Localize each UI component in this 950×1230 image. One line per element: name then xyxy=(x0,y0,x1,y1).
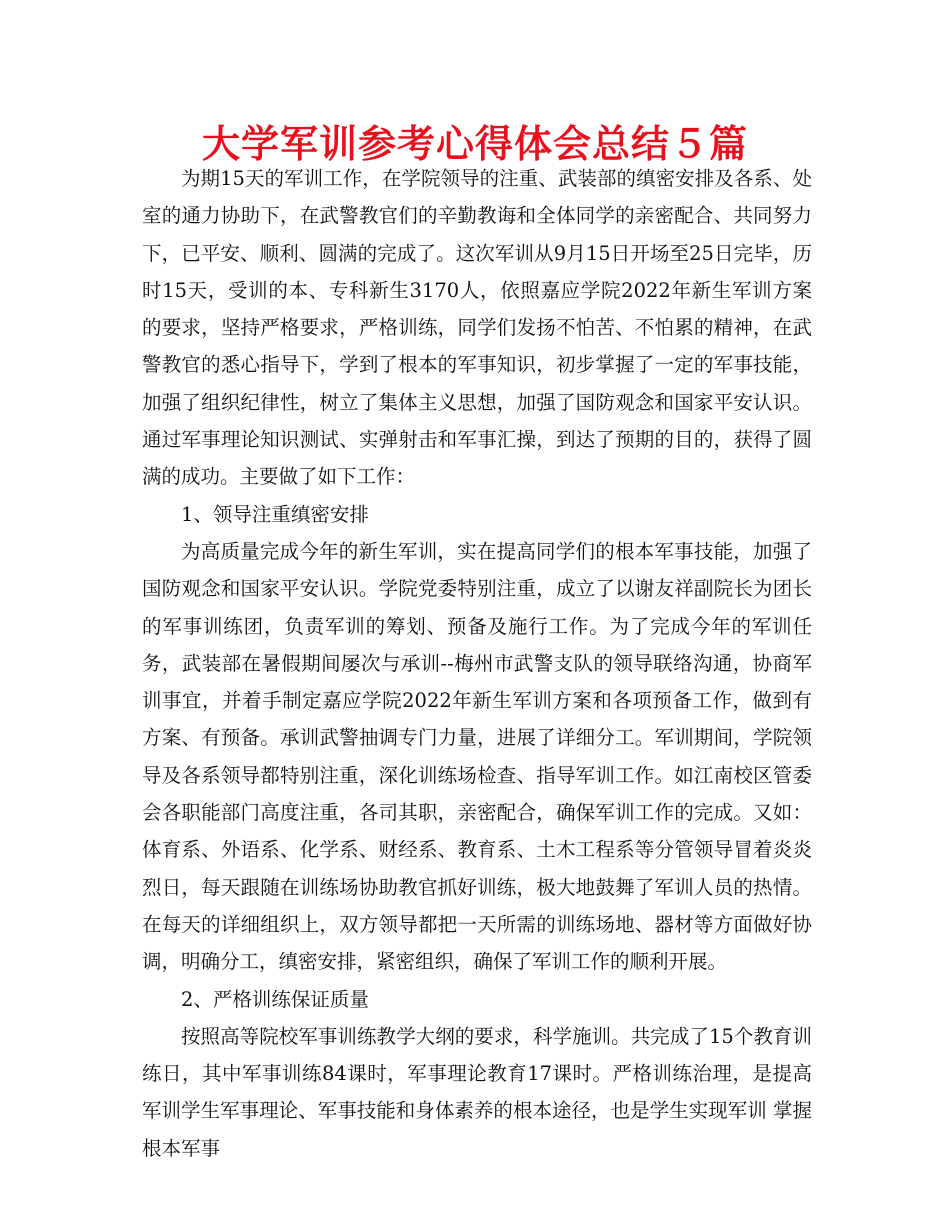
paragraph-section-2: 按照高等院校军事训练教学大纲的要求，科学施训。共完成了15个教育训练日，其中军事训练84课时，军事理论教育17课时。严格训练治理，是提高军训学生军事理论、军事技能和身体素养的根本途径，也是学生实现军训 掌握根本军事 xyxy=(142,1024,812,1160)
section-heading-1: 1、领导注重缜密安排 xyxy=(181,502,369,526)
paragraph-intro: 为期15天的军训工作，在学院领导的注重、武装部的缜密安排及各系、处室的通力协助下，在武警教官们的辛勤教诲和全体同学的亲密配合、共同努力下，已平安、顺利、圆满的完成了。这次军训从9月15日开场至25日完毕，历时15天，受训的本、专科新生3170人，依照嘉应学院2022年新生军训方案的要求，坚持严格要求，严格训练，同学们发扬不怕苦、不怕累的精神，在武警教官的悉心指导下，学到了根本的军事知识，初步掌握了一定的军事技能，加强了组织纪律性，树立了集体主义思想，加强了国防观念和国家平安认识。通过军事理论知识测试、实弹射击和军事汇操，到达了预期的目的，获得了圆满的成功。主要做了如下工作： xyxy=(142,167,812,489)
document-title: 大学军训参考心得体会总结５篇 xyxy=(201,122,748,166)
section-heading-2: 2、严格训练保证质量 xyxy=(181,987,369,1011)
paragraph-section-1: 为高质量完成今年的新生军训，实在提高同学们的根本军事技能，加强了国防观念和国家平安认识。学院党委特别注重，成立了以谢友祥副院长为团长的军事训练团，负责军训的筹划、预备及施行工作。为了完成今年的军训任务，武装部在暑假期间屡次与承训--梅州市武警支队的领导联络沟通，协商军训事宜，并着手制定嘉应学院2022年新生军训方案和各项预备工作，做到有方案、有预备。承训武警抽调专门力量，进展了详细分工。军训期间，学院领导及各系领导都特别注重，深化训练场检查、指导军训工作。如江南校区管委会各职能部门高度注重，各司其职，亲密配合，确保军训工作的完成。又如：体育系、外语系、化学系、财经系、教育系、土木工程系等分管领导冒着炎炎烈日，每天跟随在训练场协助教官抓好训练，极大地鼓舞了军训人员的热情。在每天的详细组织上，双方领导都把一天所需的训练场地、器材等方面做好协调，明确分工，缜密安排，紧密组织，确保了军训工作的顺利开展。 xyxy=(142,539,812,974)
document-body xyxy=(142,160,812,1167)
